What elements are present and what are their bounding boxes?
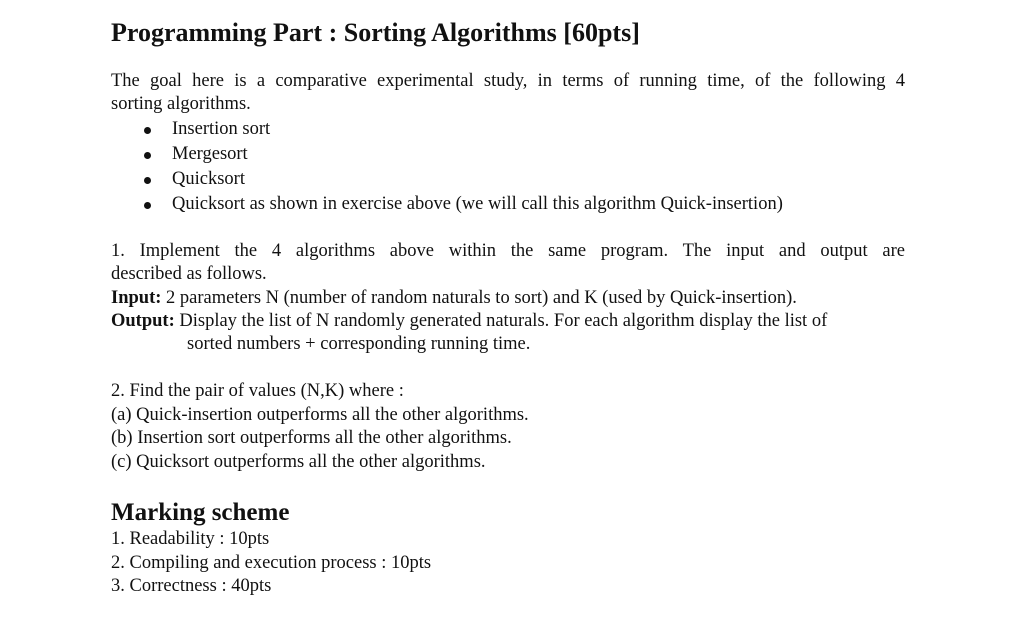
bullet-icon	[144, 202, 151, 209]
task2-line-1: 2. Find the pair of values (N,K) where :	[111, 381, 404, 401]
marking-item: 2. Compiling and execution process : 10pts	[111, 553, 432, 573]
task2-item: (b) Insertion sort outperforms all the other algorithms.	[111, 428, 512, 448]
input-spec	[111, 287, 797, 310]
algorithm-item: Quicksort as shown in exercise above (we will call this algorithm Quick-insertion)	[172, 194, 783, 214]
task1-line-2: described as follows.	[111, 264, 267, 284]
output-spec	[111, 310, 827, 333]
output-label: Output:	[111, 311, 175, 331]
intro-line-2: sorting algorithms.	[111, 94, 251, 114]
task1-line-1: 1. Implement the 4 algorithms above within the same program. The input and output are	[111, 241, 905, 261]
input-text: 2 parameters N (number of random naturals to sort) and K (used by Quick-insertion).	[166, 288, 797, 308]
output-text-line-1: Display the list of N randomly generated naturals. For each algorithm display the list of	[179, 311, 828, 331]
algorithm-item: Quicksort	[172, 169, 245, 189]
bullet-icon	[144, 177, 151, 184]
bullet-icon	[144, 152, 151, 159]
marking-heading: Marking scheme	[111, 499, 290, 526]
marking-item: 3. Correctness : 40pts	[111, 576, 272, 596]
marking-item: 1. Readability : 10pts	[111, 529, 270, 549]
task2-item: (a) Quick-insertion outperforms all the other algorithms.	[111, 405, 529, 425]
algorithm-item: Insertion sort	[172, 119, 271, 139]
algorithm-item: Mergesort	[172, 144, 248, 164]
output-text-line-2: sorted numbers + corresponding running time.	[187, 334, 531, 354]
task2-item: (c) Quicksort outperforms all the other algorithms.	[111, 452, 486, 472]
input-label: Input:	[111, 288, 162, 308]
bullet-icon	[144, 127, 151, 134]
page-title: Programming Part : Sorting Algorithms [60pts]	[111, 18, 640, 47]
intro-line-1: The goal here is a comparative experimental study, in terms of running time, of the following 4	[111, 71, 905, 91]
